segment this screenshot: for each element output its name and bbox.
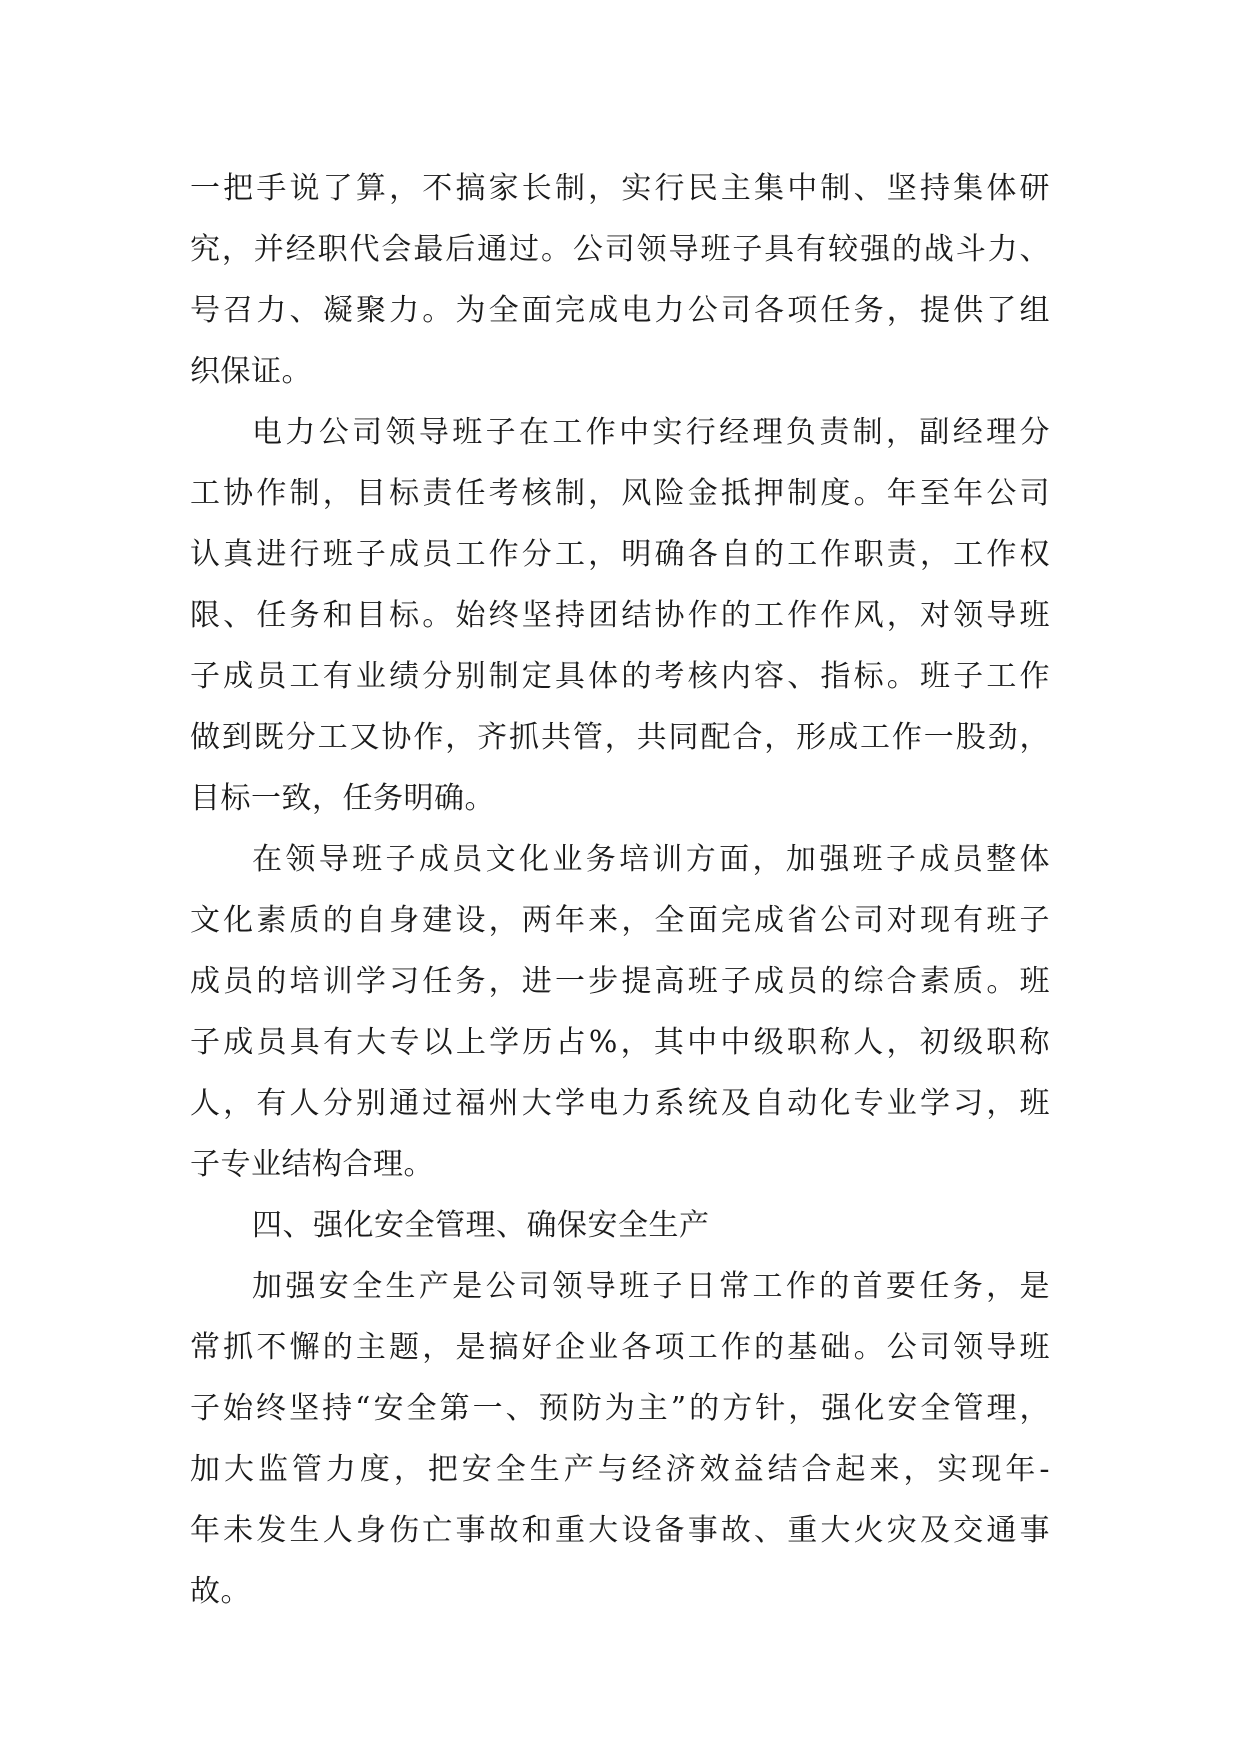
text-line: 子成员具有大专以上学历占%，其中中级职称人，初级职称 bbox=[190, 1025, 1050, 1060]
text-line: 限、任务和目标。始终坚持团结协作的工作作风，对领导班 bbox=[190, 598, 1050, 633]
text-line: 做到既分工又协作，齐抓共管，共同配合，形成工作一股劲， bbox=[190, 720, 1050, 755]
text-line: 在领导班子成员文化业务培训方面，加强班子成员整体 bbox=[252, 842, 1050, 877]
text-line: 子始终坚持“安全第一、预防为主”的方针，强化安全管理， bbox=[190, 1391, 1050, 1426]
text-line: 加大监管力度，把安全生产与经济效益结合起来，实现年- bbox=[190, 1452, 1050, 1487]
text-line: 号召力、凝聚力。为全面完成电力公司各项任务，提供了组 bbox=[190, 293, 1050, 328]
text-line: 子成员工有业绩分别制定具体的考核内容、指标。班子工作 bbox=[190, 659, 1050, 694]
text-line: 织保证。 bbox=[190, 354, 312, 389]
text-line: 成员的培训学习任务，进一步提高班子成员的综合素质。班 bbox=[190, 964, 1050, 999]
text-line: 子专业结构合理。 bbox=[190, 1147, 434, 1182]
text-line: 文化素质的自身建设，两年来，全面完成省公司对现有班子 bbox=[190, 903, 1050, 938]
text-line: 究，并经职代会最后通过。公司领导班子具有较强的战斗力、 bbox=[190, 232, 1050, 267]
text-line: 四、强化安全管理、确保安全生产 bbox=[252, 1208, 710, 1243]
text-line: 工协作制，目标责任考核制，风险金抵押制度。年至年公司 bbox=[190, 476, 1050, 511]
text-line: 一把手说了算，不搞家长制，实行民主集中制、坚持集体研 bbox=[190, 171, 1050, 206]
text-line: 目标一致，任务明确。 bbox=[190, 781, 495, 816]
text-line: 年未发生人身伤亡事故和重大设备事故、重大火灾及交通事 bbox=[190, 1513, 1050, 1548]
text-line: 电力公司领导班子在工作中实行经理负责制，副经理分 bbox=[252, 415, 1050, 450]
text-line: 常抓不懈的主题，是搞好企业各项工作的基础。公司领导班 bbox=[190, 1330, 1050, 1365]
document-body bbox=[190, 158, 1050, 1622]
text-line: 认真进行班子成员工作分工，明确各自的工作职责，工作权 bbox=[190, 537, 1050, 572]
text-line: 故。 bbox=[190, 1574, 251, 1609]
text-line: 加强安全生产是公司领导班子日常工作的首要任务，是 bbox=[252, 1269, 1050, 1304]
text-line: 人，有人分别通过福州大学电力系统及自动化专业学习，班 bbox=[190, 1086, 1050, 1121]
